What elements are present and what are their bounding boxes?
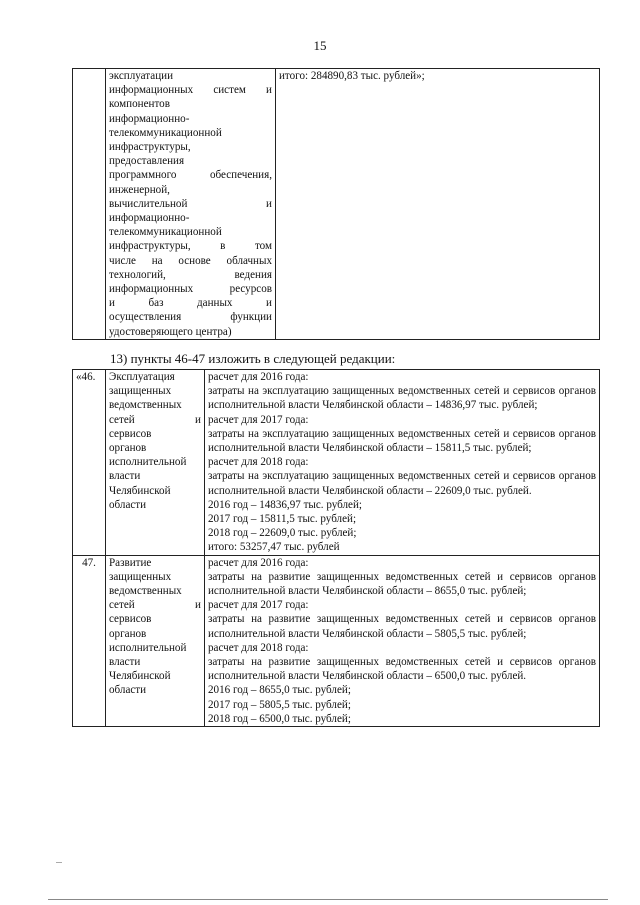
item-name-cell — [106, 370, 205, 556]
name-line: инженерной, — [109, 183, 170, 196]
name-line: информационных ресурсов — [109, 283, 272, 296]
item-number: «46. — [73, 370, 106, 556]
table-row — [73, 370, 600, 556]
name-line: информационно- — [109, 212, 190, 225]
name-line: информационных систем и — [109, 84, 272, 97]
calc-line: затраты на развитие защищенных ведомственных сетей и сервисов органов исполнительной власти Челябинской области – 6500,0 тыс. рублей. — [208, 656, 596, 683]
calc-line: 2016 год – 14836,97 тыс. рублей; — [208, 498, 362, 511]
calc-line: затраты на развитие защищенных ведомственных сетей и сервисов органов исполнительной власти Челябинской области – 8655,0 тыс. рублей; — [208, 570, 596, 598]
name-line: Развитие — [109, 556, 152, 569]
name-line: сервисов — [109, 613, 152, 626]
calc-line: 2017 год – 5805,5 тыс. рублей; — [208, 698, 351, 711]
calc-cell — [276, 69, 600, 340]
name-line: ведомственных — [109, 585, 182, 598]
name-line: сетей и — [109, 599, 201, 612]
name-line: эксплуатации — [109, 70, 174, 82]
calc-line: расчет для 2017 года: — [208, 599, 309, 612]
calc-line: расчет для 2016 года: — [208, 556, 309, 569]
scan-mark — [56, 862, 62, 863]
name-line: числе на основе облачных — [109, 254, 272, 267]
total-line: итого: 284890,83 тыс. рублей»; — [279, 70, 425, 82]
name-line: телекоммуникационной — [109, 226, 222, 239]
name-line: предоставления — [109, 155, 185, 168]
name-line: области — [109, 498, 147, 511]
item-calc-cell — [205, 370, 600, 556]
name-line: компонентов — [109, 98, 170, 111]
calc-line: 2018 год – 6500,0 тыс. рублей; — [208, 712, 351, 725]
name-line: Челябинской — [109, 670, 171, 683]
item-calc-cell — [205, 555, 600, 726]
name-line: власти — [109, 470, 141, 483]
calc-line: затраты на эксплуатацию защищенных ведомственных сетей и сервисов органов исполнительной власти Челябинской области – 15811,5 тыс. рублей; — [208, 427, 596, 455]
name-line: и баз данных и — [109, 297, 272, 310]
calc-line: 2018 год – 22609,0 тыс. рублей; — [208, 527, 357, 540]
continuation-table — [72, 68, 600, 340]
name-line: ведомственных — [109, 399, 182, 412]
name-line: сетей и — [109, 413, 201, 426]
name-cell — [106, 69, 276, 340]
name-line: власти — [109, 656, 141, 669]
calc-line: 2017 год – 15811,5 тыс. рублей; — [208, 513, 357, 526]
name-line: телекоммуникационной — [109, 126, 222, 139]
name-line: органов — [109, 627, 147, 640]
calc-line: итого: 53257,47 тыс. рублей — [208, 541, 340, 554]
calc-line: 2016 год – 8655,0 тыс. рублей; — [208, 684, 351, 697]
name-line: области — [109, 684, 147, 697]
table-row — [73, 69, 600, 340]
name-line: сервисов — [109, 427, 152, 440]
item-name-cell — [106, 555, 205, 726]
calc-line: затраты на развитие защищенных ведомственных сетей и сервисов органов исполнительной власти Челябинской области – 5805,5 тыс. рублей; — [208, 613, 596, 640]
footer-rule — [48, 899, 608, 900]
name-line: инфраструктуры, — [109, 141, 191, 154]
name-line: информационно- — [109, 112, 190, 125]
name-line: защищенных — [109, 570, 172, 583]
items-table — [72, 369, 600, 727]
name-line: органов — [109, 442, 147, 455]
number-cell — [73, 69, 106, 340]
calc-line: расчет для 2018 года: — [208, 456, 309, 469]
name-line: программного обеспечения, — [109, 169, 272, 182]
name-line: осуществления функции — [109, 311, 272, 324]
name-line: инфраструктуры, в том — [109, 240, 272, 253]
item-number: 47. — [73, 555, 106, 726]
calc-line: расчет для 2016 года: — [208, 371, 309, 383]
instruction-text: 13) пункты 46-47 изложить в следующей редакции: — [110, 351, 396, 366]
name-line: защищенных — [109, 385, 172, 398]
name-line: технологий, ведения — [109, 268, 272, 281]
table-row — [73, 555, 600, 726]
calc-line: затраты на эксплуатацию защищенных ведомственных сетей и сервисов органов исполнительной власти Челябинской области – 22609,0 тыс. рублей. — [208, 470, 596, 497]
calc-line: расчет для 2017 года: — [208, 413, 309, 426]
calc-line: затраты на эксплуатацию защищенных ведомственных сетей и сервисов органов исполнительной власти Челябинской области – 14836,97 тыс. рублей; — [208, 385, 596, 412]
name-line: исполнительной — [109, 641, 187, 654]
name-line: Эксплуатация — [109, 371, 175, 383]
name-line: удостоверяющего центра) — [109, 325, 232, 338]
name-line: Челябинской — [109, 484, 171, 497]
name-line: исполнительной — [109, 456, 187, 469]
name-line: вычислительной и — [109, 197, 272, 210]
calc-line: расчет для 2018 года: — [208, 641, 309, 654]
page-number: 15 — [313, 38, 327, 53]
